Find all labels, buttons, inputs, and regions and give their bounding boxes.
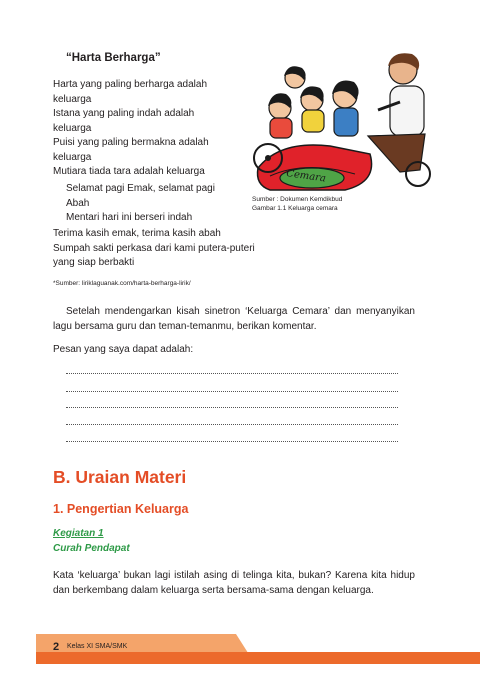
song-title: “Harta Berharga” <box>66 52 161 64</box>
prompt-label: Pesan yang saya dapat adalah: <box>53 344 194 355</box>
lyric-line: yang siap berbakti <box>53 257 135 268</box>
book-label: Kelas XI SMA/SMK <box>67 643 128 650</box>
instruction-paragraph: Setelah mendengarkan kisah sinetron ‘Keluarga Cemara’ dan menyanyikan lagu bersama guru dan teman-temanmu, berikan komentar. <box>53 306 415 332</box>
answer-line[interactable] <box>66 441 398 442</box>
answer-line[interactable] <box>66 391 398 392</box>
body-paragraph: Kata ‘keluarga’ bukan lagi istilah asing di telinga kita, bukan? Karena kita hidup dan berkembang dalam keluarga serta bersama-sama dengan keluarga. <box>53 570 415 596</box>
figure-caption <box>252 195 342 213</box>
lyric-line: Abah <box>66 197 90 209</box>
song-footnote: *Sumber: liriklaguanak.com/harta-berharga-lirik/ <box>53 280 191 287</box>
activity-title: Curah Pendapat <box>53 543 130 554</box>
figure-caption-source: Sumber : Dokumen Kemdikbud <box>252 196 343 203</box>
lyric-line: keluarga <box>53 93 92 105</box>
lyric-line: keluarga <box>53 122 92 134</box>
lyric-line: Puisi yang paling bermakna adalah <box>53 137 209 148</box>
song-lyrics <box>53 78 209 180</box>
lyric-line: Mentari hari ini berseri indah <box>66 212 193 223</box>
lyric-line: Mutiara tiada tara adalah keluarga <box>53 166 205 177</box>
section-heading: B. Uraian Materi <box>53 467 187 487</box>
lyric-line: Harta yang paling berharga adalah <box>53 79 207 90</box>
lyric-line: Selamat pagi Emak, selamat pagi <box>66 183 215 194</box>
answer-line[interactable] <box>66 424 398 425</box>
song-lyrics-indented <box>66 182 215 226</box>
lyric-line: Istana yang paling indah adalah <box>53 108 195 119</box>
figure-caption-title: Gambar 1.1 Keluarga cemara <box>252 205 338 212</box>
lyric-line: keluarga <box>53 151 92 163</box>
answer-line[interactable] <box>66 407 398 408</box>
song-lyrics-closing <box>53 227 255 271</box>
answer-line[interactable] <box>66 373 398 374</box>
family-illustration <box>250 50 445 192</box>
page-number: 2 <box>53 641 60 653</box>
subsection-heading: 1. Pengertian Keluarga <box>53 502 189 516</box>
lyric-line: Sumpah sakti perkasa dari kami putera-puteri <box>53 242 255 254</box>
activity-label: Kegiatan 1 <box>53 528 104 539</box>
cemara-badge-text: Cemara <box>285 168 327 185</box>
lyric-line: Terima kasih emak, terima kasih abah <box>53 228 221 239</box>
